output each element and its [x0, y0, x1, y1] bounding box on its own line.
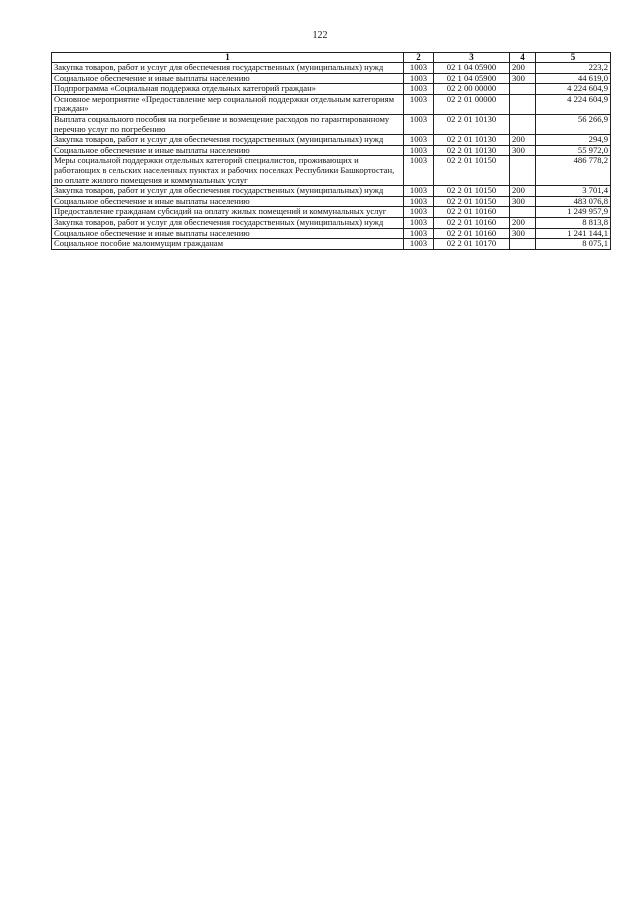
row-amount-cell: 56 266,9	[536, 114, 611, 134]
row-amount-cell: 8 813,8	[536, 217, 611, 228]
row-section-cell: 1003	[404, 156, 434, 186]
row-amount-cell: 3 701,4	[536, 186, 611, 197]
row-code-cell: 02 2 01 10160	[434, 217, 510, 228]
row-type-cell: 300	[510, 196, 536, 207]
row-type-cell: 200	[510, 217, 536, 228]
row-name-cell: Закупка товаров, работ и услуг для обеспечения государственных (муниципальных) нужд	[52, 217, 404, 228]
row-name-cell: Меры социальной поддержки отдельных категорий специалистов, проживающих и работающих в сельских населенных пунктах и рабочих поселках Республики Башкортостан, по оплате жилого помещения и коммунальных услуг	[52, 156, 404, 186]
row-name-cell: Основное мероприятие «Предоставление мер социальной поддержки отдельным категориям граждан»	[52, 94, 404, 114]
row-section-cell: 1003	[404, 145, 434, 156]
row-name-cell: Закупка товаров, работ и услуг для обеспечения государственных (муниципальных) нужд	[52, 135, 404, 146]
row-section-cell: 1003	[404, 94, 434, 114]
row-code-cell: 02 2 01 00000	[434, 94, 510, 114]
row-type-cell: 300	[510, 228, 536, 239]
table-row	[52, 207, 611, 218]
header-row	[52, 53, 611, 63]
row-section-cell: 1003	[404, 63, 434, 74]
row-code-cell: 02 2 01 10150	[434, 196, 510, 207]
row-code-cell: 02 2 01 10170	[434, 239, 510, 250]
table-row	[52, 217, 611, 228]
row-amount-cell: 4 224 604,9	[536, 84, 611, 95]
row-code-cell: 02 1 04 05900	[434, 63, 510, 74]
row-section-cell: 1003	[404, 207, 434, 218]
row-section-cell: 1003	[404, 196, 434, 207]
row-type-cell	[510, 207, 536, 218]
row-name-cell: Социальное обеспечение и иные выплаты населению	[52, 196, 404, 207]
row-code-cell: 02 1 04 05900	[434, 73, 510, 84]
page-number: 122	[312, 30, 328, 41]
table-row	[52, 156, 611, 186]
row-code-cell: 02 2 01 10130	[434, 135, 510, 146]
row-type-cell: 200	[510, 135, 536, 146]
row-type-cell	[510, 94, 536, 114]
table-row	[52, 73, 611, 84]
row-code-cell: 02 2 01 10130	[434, 114, 510, 134]
row-amount-cell: 223,2	[536, 63, 611, 74]
row-code-cell: 02 2 01 10160	[434, 228, 510, 239]
column-header-1: 1	[52, 53, 404, 63]
column-header-4: 4	[510, 53, 536, 63]
row-name-cell: Социальное обеспечение и иные выплаты населению	[52, 228, 404, 239]
table-row	[52, 114, 611, 134]
row-type-cell: 200	[510, 186, 536, 197]
row-amount-cell: 8 075,1	[536, 239, 611, 250]
row-type-cell	[510, 156, 536, 186]
row-section-cell: 1003	[404, 114, 434, 134]
table-row	[52, 145, 611, 156]
table-row	[52, 228, 611, 239]
row-section-cell: 1003	[404, 84, 434, 95]
row-amount-cell: 483 076,8	[536, 196, 611, 207]
row-amount-cell: 44 619,0	[536, 73, 611, 84]
row-name-cell: Предоставление гражданам субсидий на оплату жилых помещений и коммунальных услуг	[52, 207, 404, 218]
row-name-cell: Подпрограмма «Социальная поддержка отдельных категорий граждан»	[52, 84, 404, 95]
table-row	[52, 84, 611, 95]
row-type-cell	[510, 114, 536, 134]
row-type-cell	[510, 84, 536, 95]
row-section-cell: 1003	[404, 73, 434, 84]
row-code-cell: 02 2 01 10160	[434, 207, 510, 218]
row-code-cell: 02 2 01 10150	[434, 156, 510, 186]
column-header-3: 3	[434, 53, 510, 63]
row-section-cell: 1003	[404, 239, 434, 250]
table-row	[52, 94, 611, 114]
row-name-cell: Закупка товаров, работ и услуг для обеспечения государственных (муниципальных) нужд	[52, 63, 404, 74]
row-section-cell: 1003	[404, 186, 434, 197]
row-name-cell: Социальное пособие малоимущим гражданам	[52, 239, 404, 250]
column-header-5: 5	[536, 53, 611, 63]
row-code-cell: 02 2 01 10130	[434, 145, 510, 156]
row-name-cell: Социальное обеспечение и иные выплаты населению	[52, 145, 404, 156]
row-section-cell: 1003	[404, 217, 434, 228]
row-name-cell: Выплата социального пособия на погребение и возмещение расходов по гарантированному перечню услуг по погребению	[52, 114, 404, 134]
row-amount-cell: 55 972,0	[536, 145, 611, 156]
row-code-cell: 02 2 00 00000	[434, 84, 510, 95]
row-amount-cell: 486 778,2	[536, 156, 611, 186]
row-section-cell: 1003	[404, 228, 434, 239]
table-row	[52, 186, 611, 197]
row-type-cell	[510, 239, 536, 250]
table-row	[52, 135, 611, 146]
table-row	[52, 239, 611, 250]
table-row	[52, 63, 611, 74]
budget-table	[51, 52, 611, 250]
row-type-cell: 200	[510, 63, 536, 74]
row-code-cell: 02 2 01 10150	[434, 186, 510, 197]
column-header-2: 2	[404, 53, 434, 63]
row-name-cell: Закупка товаров, работ и услуг для обеспечения государственных (муниципальных) нужд	[52, 186, 404, 197]
row-amount-cell: 294,9	[536, 135, 611, 146]
row-name-cell: Социальное обеспечение и иные выплаты населению	[52, 73, 404, 84]
row-amount-cell: 4 224 604,9	[536, 94, 611, 114]
row-amount-cell: 1 241 144,1	[536, 228, 611, 239]
row-amount-cell: 1 249 957,9	[536, 207, 611, 218]
row-section-cell: 1003	[404, 135, 434, 146]
row-type-cell: 300	[510, 73, 536, 84]
table-row	[52, 196, 611, 207]
row-type-cell: 300	[510, 145, 536, 156]
